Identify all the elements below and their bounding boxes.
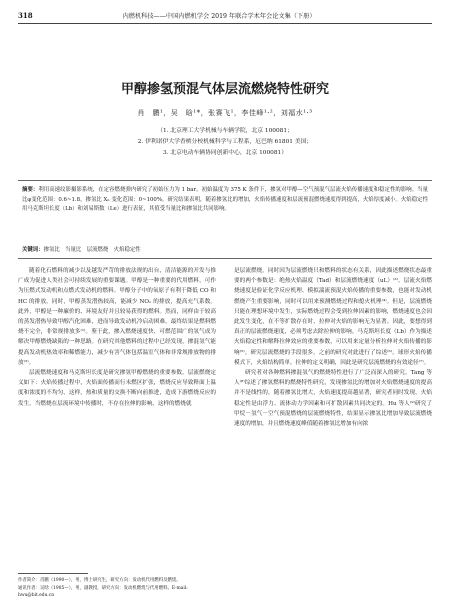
body-column-right	[234, 266, 432, 429]
affiliation-line: 3. 北京电动车辆协同创新中心，北京 100081）	[162, 150, 288, 156]
affiliation-line: （1. 北京理工大学机械与车辆学院，北京 100081；	[157, 128, 293, 134]
body-paragraph: 是层流燃烧。同时因为层流燃烧只和燃料的状态有关系，因此描述燃烧状态最重要的两个参数是：绝热火焰温度（Tad）和层流燃烧速度（uL）⁽³⁾。层流火焰燃烧速度是验证化学反应机理、模拟湍流预混火焰传播的重要参数，也能对发动机燃烧产生重要影响，同时可以用来预测燃烧过程和熄火机理⁽⁴⁾。但是，层流燃烧只能在理想环境中发生，实际燃烧过程会受到拉伸因素的影响，燃烧速度也会因此发生变化，在不等扩散存在时，拉伸对火焰的影响无为显著。因此，要想得到真正的层流燃烧速度，必须考虑去除拉伸的影响。马克斯坦长度（Lb）作为描述火焰稳定性和解释拉伸效应的重要参数，可以用来定量分析拉伸对火焰传播的影响⁽⁵⁾。研究层流燃烧的手段很多，之前的研究对此进行了综述⁽⁶⁾。球形火焰传播模式下，火焰结构简单，拉伸的定义明确，因此是研究层流燃烧的有效途径⁽⁷⁾。	[234, 268, 432, 366]
body-column-left	[18, 266, 216, 409]
abstract-top-rule	[18, 180, 432, 181]
keywords-text: 掺氢比 当量比 层流燃烧 火焰稳定性	[43, 247, 141, 253]
abstract-text: 利用高速纹影摄影系统，在定容燃烧弹内研究了初始压力为 1 bar，初始温度为 375 K 条件下，掺氢对甲醇—空气预混气层流火焰传播速度和稳定性的影响。当量比φ变化范围：0.6~1.8，掺氢比 Xₕ 变化范围：0~100%。研究结果表明，随着掺氢比的增加，火焰传播速度和层流预混燃烧速度得到提高，火焰厚度减小。火焰稳定性用马克斯坦长度（Lb）和刘易斯数（Le）进行表征，其值受当量比和掺氢比共同影响。	[22, 187, 428, 213]
footnote	[18, 577, 216, 600]
affiliation-line: 2. 伊利诺伊大学香槟分校机械科学与工程系，厄巴纳 61801 美国；	[137, 139, 313, 145]
affiliations	[0, 126, 450, 159]
abstract-bottom-rule	[18, 258, 432, 259]
running-title: 内燃机科技——中国内燃机学会 2019 年联合学术年会论文集（下册）	[122, 12, 316, 20]
keywords	[22, 246, 428, 255]
keywords-label: 关键词：	[22, 247, 44, 253]
body-paragraph: 研究者对各种燃料掺混氢气的燃烧特性进行了广泛而深入的研究。Tang 等人⁽⁸⁾综述了掺氢燃料的燃烧特性研究，发现掺氢比的增加对火焰燃烧速度的提高并不是线性的，随着掺氢比增大，火焰速度提高越显著，研究者同时发现，火焰稳定性是由浮力、流体动力学因素和可扩散因素共同决定的。Hu 等人⁽⁹⁾研究了甲烷－氢气－空气预混燃烧的层流燃烧特性，结果显示掺氢比增加导致层流燃烧速度的增加，并且燃烧速度峰值随着掺氢比增加有向浓	[234, 370, 432, 428]
running-header	[18, 8, 432, 22]
abstract	[22, 186, 428, 215]
footnote-line: 作者简介：肖鹏（1990—），男，博士研究生，研究方向：发动机代用燃料及燃烧。	[18, 578, 181, 583]
body-paragraph: 随着化石燃料的减少以及越发严苛的排放法规的出台，清洁能源的开发与推广成为促进人类社会可持续发展的重要课题。甲醇是一种重要的代用燃料，可作为压燃式发动机和点燃式发动机的燃料。甲醇分子中的氧原子有利于降低 CO 和 HC 的排放。同时，甲醇蒸发潜热较高，能减少 NOₓ 的排放，提高充气系数。此外，甲醇是一种廉价的、环境友好并且较易获得的燃料。然而，同样由于较高的蒸发潜热导致甲醇汽化困难，进而导致发动机冷启动困难，最终结果是燃料燃烧不完全，非常规排放多⁽¹⁾。鉴于此，掺入燃烧速度快、可燃范围广的氢气成为解决甲醇燃烧缺陷的一种思路。在研究其他燃料的过程中已经发现，掺混氢气能提高发动机热效率和稀燃能力，减少有害气体包括温室气体和非常规排放物的排放⁽²⁾。	[18, 268, 216, 366]
body-paragraph: 层流燃烧速度和马克斯坦长度是研究掺氢甲醇燃烧的重要参数。层流燃烧定义如下：火焰传播过程中，火焰面传播而行未燃区扩张，燃烧反应导致释面上温度和浓度的不均匀，这样，热和质量的交换不断向前推进，造成下游燃烧反应的发生。当燃烧在层流环境中传播时，不存在拉伸的影响，这样的燃烧就	[18, 370, 216, 407]
header-divider	[18, 23, 432, 24]
footnote-line: 通讯作者：吴晗（1985—），男，副教授，研究方向：发动机燃烧与代用燃料。E-mail: hwu@bit.edu.cn	[18, 585, 188, 599]
footnote-rule	[18, 573, 88, 574]
page-number: 318	[18, 10, 33, 20]
abstract-label: 摘要：	[22, 187, 39, 193]
author-list: 肖 鹏¹，吴 晗¹*，张赛飞¹，李佳峰¹·²，刘福水¹·³	[137, 109, 313, 117]
paper-title: 甲醇掺氢预混气体层流燃烧特性研究	[120, 82, 329, 97]
